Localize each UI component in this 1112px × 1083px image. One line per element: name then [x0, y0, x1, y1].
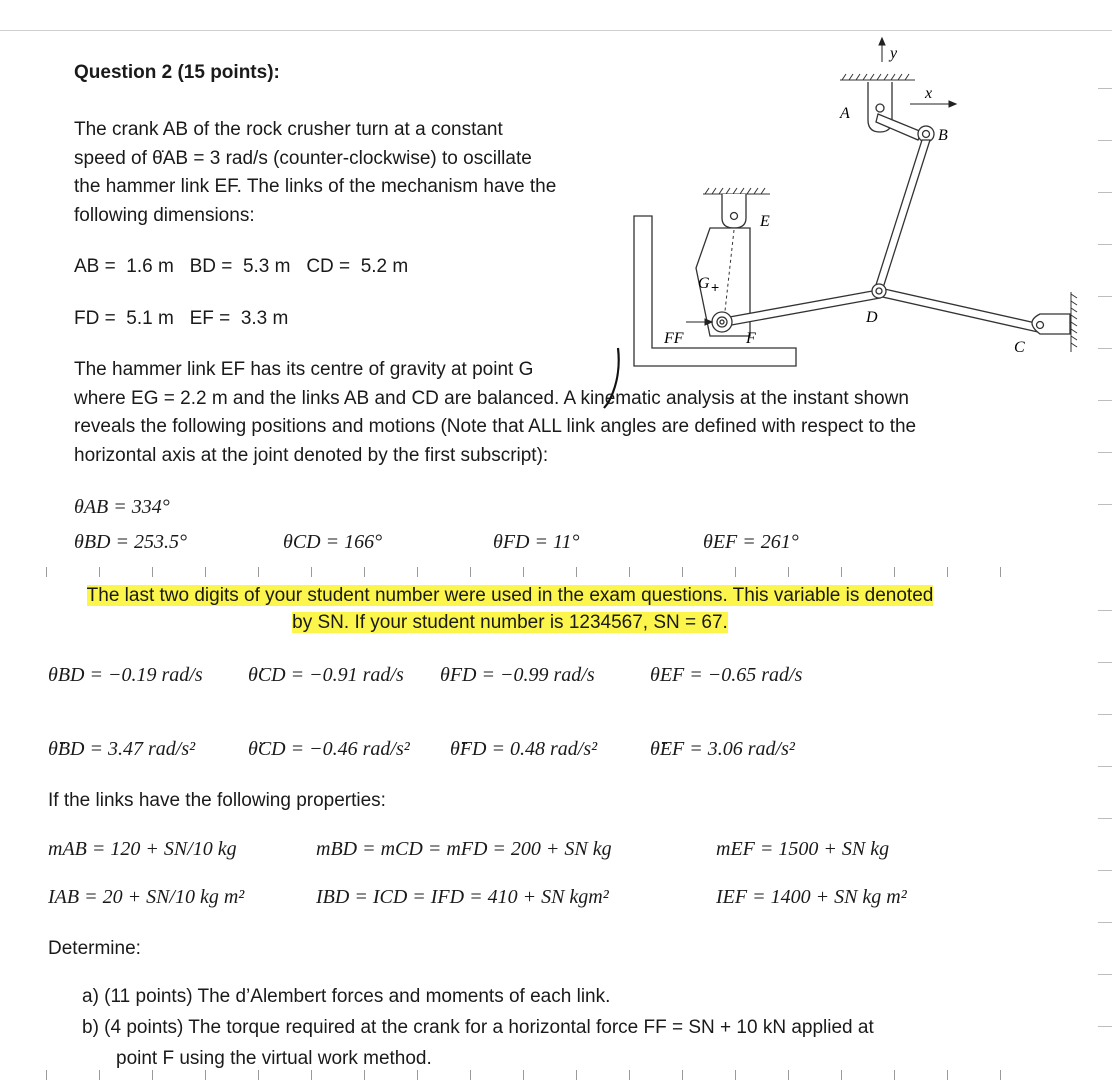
margin-rule: [1098, 1026, 1112, 1027]
accel-ef: θ̈EF = 3.06 rad/s²: [650, 738, 795, 760]
joint-f: [712, 312, 732, 332]
properties-heading: If the links have the following properties:: [48, 790, 386, 811]
margin-rule: [1098, 192, 1112, 193]
table-tick: [735, 1070, 736, 1080]
margin-rule: [1098, 452, 1112, 453]
force-arrow-ff: [686, 319, 712, 325]
intro-line: following dimensions:: [74, 204, 255, 226]
margin-rule: [1098, 348, 1112, 349]
margin-rule: [1098, 766, 1112, 767]
velocity-bd: θ̇BD = −0.19 rad/s: [48, 664, 203, 686]
cog-line: reveals the following positions and motions (Note that ALL link angles are defined with respect to the: [74, 416, 917, 437]
table-tick: [46, 567, 47, 577]
angle-ab: θAB = 334°: [74, 496, 170, 518]
mass-ab: mAB = 120 + SN/10 kg: [48, 838, 237, 860]
table-tick: [576, 1070, 577, 1080]
table-tick: [1000, 1070, 1001, 1080]
table-tick: [417, 567, 418, 577]
table-tick: [841, 1070, 842, 1080]
margin-rule: [1098, 870, 1112, 871]
link-bd: [875, 140, 930, 288]
margin-rule: [1098, 88, 1112, 89]
intro-paragraph: [74, 116, 556, 230]
intro-line: The crank AB of the rock crusher turn at a constant: [74, 119, 503, 140]
velocity-fd: θ̇FD = −0.99 rad/s: [440, 664, 595, 686]
student-number-notice: [0, 582, 1020, 636]
dimensions-row-2: FD = 5.1 m EF = 3.3 m: [74, 308, 289, 329]
joint-d: [872, 284, 886, 298]
label-b: B: [938, 127, 948, 144]
label-a: A: [840, 105, 850, 122]
accel-cd: θ̈CD = −0.46 rad/s²: [248, 738, 410, 760]
margin-rule: [1098, 244, 1112, 245]
inertia-ef: IEF = 1400 + SN kg m²: [716, 886, 907, 908]
table-tick: [947, 1070, 948, 1080]
part-a: a) (11 points) The d’Alembert forces and moments of each link.: [82, 986, 611, 1007]
question-title: Question 2 (15 points):: [74, 62, 280, 83]
accel-bd: θ̈BD = 3.47 rad/s²: [48, 738, 196, 760]
margin-rule: [1098, 296, 1112, 297]
label-g: G: [698, 275, 710, 292]
margin-rule: [1098, 610, 1112, 611]
handwritten-mark: [596, 345, 626, 415]
table-tick: [523, 1070, 524, 1080]
table-tick: [735, 567, 736, 577]
table-tick: [258, 567, 259, 577]
table-tick: [152, 567, 153, 577]
cog-line: horizontal axis at the joint denoted by the first subscript):: [74, 444, 549, 466]
page-top-border: [0, 30, 1112, 31]
table-tick: [894, 1070, 895, 1080]
margin-rule: [1098, 974, 1112, 975]
label-c: C: [1014, 339, 1025, 356]
table-tick: [523, 567, 524, 577]
table-tick: [841, 567, 842, 577]
mass-bd-cd-fd: mBD = mCD = mFD = 200 + SN kg: [316, 838, 612, 860]
determine-heading: Determine:: [48, 938, 141, 959]
table-tick: [311, 1070, 312, 1080]
table-tick: [470, 567, 471, 577]
notice-line: The last two digits of your student number were used in the exam questions. This variable is denoted: [86, 585, 934, 606]
table-tick: [152, 1070, 153, 1080]
margin-rule: [1098, 400, 1112, 401]
table-tick: [99, 567, 100, 577]
pin-c: [1032, 314, 1070, 334]
mechanism-diagram: [600, 36, 1100, 376]
table-tick: [576, 567, 577, 577]
table-tick: [364, 1070, 365, 1080]
table-tick: [205, 567, 206, 577]
velocity-cd: θ̇CD = −0.91 rad/s: [248, 664, 404, 686]
notice-line: by SN. If your student number is 1234567, SN = 67.: [292, 612, 728, 633]
margin-rule: [1098, 922, 1112, 923]
table-tick: [947, 567, 948, 577]
margin-rule: [1098, 140, 1112, 141]
part-b-cont: point F using the virtual work method.: [116, 1048, 432, 1069]
label-x: x: [925, 85, 933, 102]
table-tick: [364, 567, 365, 577]
table-tick: [417, 1070, 418, 1080]
g-marker: +: [711, 279, 720, 295]
margin-rule: [1098, 504, 1112, 505]
angle-cd: θCD = 166°: [283, 531, 383, 553]
angle-bd: θBD = 253.5°: [74, 531, 187, 553]
dimensions-row-1: AB = 1.6 m BD = 5.3 m CD = 5.2 m: [74, 256, 409, 277]
velocity-ef: θ̇EF = −0.65 rad/s: [650, 664, 803, 686]
table-tick: [629, 1070, 630, 1080]
table-tick: [788, 1070, 789, 1080]
pin-e: [722, 194, 746, 228]
margin-rule: [1098, 662, 1112, 663]
cog-line: The hammer link EF has its centre of gravity at point G: [74, 359, 534, 380]
part-b: b) (4 points) The torque required at the crank for a horizontal force FF = SN + 10 kN applied at: [82, 1017, 874, 1038]
table-tick: [46, 1070, 47, 1080]
table-tick: [1000, 567, 1001, 577]
margin-rule: [1098, 818, 1112, 819]
table-tick: [682, 567, 683, 577]
intro-line: the hammer link EF. The links of the mechanism have the: [74, 176, 557, 197]
table-tick: [258, 1070, 259, 1080]
accel-fd: θ̈FD = 0.48 rad/s²: [450, 738, 598, 760]
table-tick: [788, 567, 789, 577]
table-tick: [470, 1070, 471, 1080]
inertia-bd-cd-fd: IBD = ICD = IFD = 410 + SN kgm²: [316, 886, 609, 908]
table-tick: [205, 1070, 206, 1080]
angle-fd: θFD = 11°: [493, 531, 580, 553]
table-tick: [629, 567, 630, 577]
inertia-ab: IAB = 20 + SN/10 kg m²: [48, 886, 245, 908]
margin-rule: [1098, 714, 1112, 715]
label-e: E: [760, 213, 770, 230]
table-tick: [894, 567, 895, 577]
table-tick: [99, 1070, 100, 1080]
label-d: D: [866, 309, 878, 326]
label-f: F: [746, 330, 756, 347]
intro-line: speed of θ̇AB = 3 rad/s (counter-clockwise) to oscillate: [74, 147, 532, 169]
label-y: y: [890, 45, 898, 62]
mass-ef: mEF = 1500 + SN kg: [716, 838, 890, 860]
link-cd: [878, 288, 1040, 332]
hatch-ground-e: [703, 188, 770, 194]
cog-line: where EG = 2.2 m and the links AB and CD are balanced. A kinematic analysis at the instant shown: [74, 387, 909, 409]
table-tick: [682, 1070, 683, 1080]
hatch-ground-c: [1071, 292, 1077, 352]
angle-ef: θEF = 261°: [703, 531, 799, 553]
table-tick: [311, 567, 312, 577]
hatch-ground-a: [840, 74, 915, 80]
label-ff: FF: [664, 330, 684, 347]
